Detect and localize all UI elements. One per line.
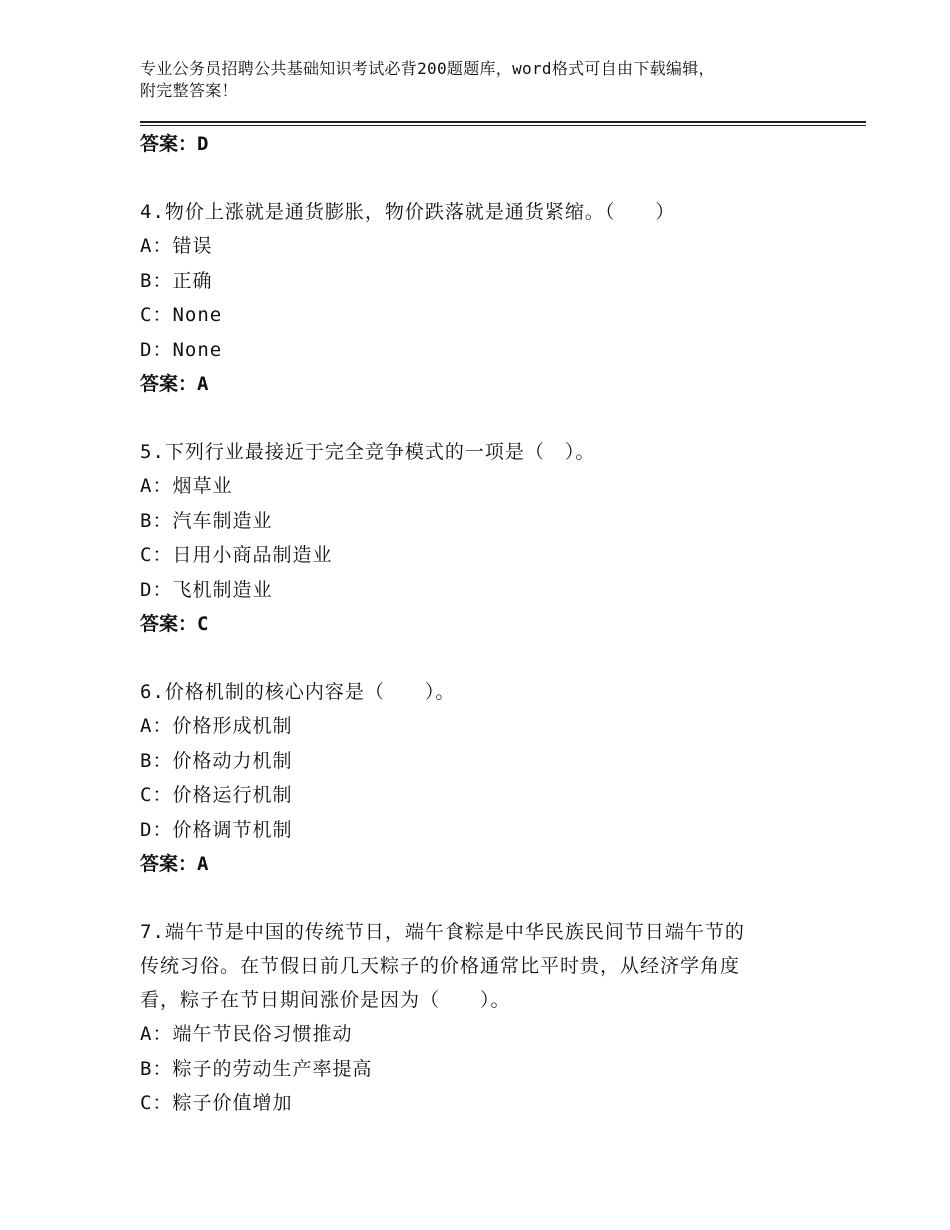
answer-label: 答案：C: [140, 613, 209, 635]
option-d: D：飞机制造业: [140, 578, 273, 601]
option-a: A：错误: [140, 235, 213, 257]
question-item: [140, 195, 840, 401]
option-b: B：汽车制造业: [140, 509, 273, 532]
question-text: 4.物价上涨就是通货膨胀，物价跌落就是通货紧缩。（ ）: [140, 201, 676, 223]
question-item: [140, 435, 840, 641]
question-content: [140, 127, 840, 1121]
option-b: B：价格动力机制: [140, 749, 293, 772]
option-a: A：价格形成机制: [140, 715, 293, 737]
question-item: [140, 675, 840, 881]
option-d: D：价格调节机制: [140, 818, 293, 841]
header-rule-thin: [140, 125, 866, 126]
option-d: D：None: [140, 338, 223, 361]
option-a: A：烟草业: [140, 475, 233, 497]
question-item: [140, 915, 840, 1121]
header-rule-thick: [140, 121, 866, 123]
option-b: B：正确: [140, 269, 213, 292]
option-c: C：日用小商品制造业: [140, 544, 333, 566]
question-text: 5.下列行业最接近于完全竞争模式的一项是（ ）。: [140, 441, 596, 463]
question-text-line-1: 7.端午节是中国的传统节日，端午食粽是中华民族民间节日端午节的: [140, 921, 745, 943]
header-line-2: 附完整答案！: [140, 81, 238, 100]
answer-label: 答案：D: [140, 133, 209, 155]
option-c: C：粽子价值增加: [140, 1092, 293, 1114]
question-text: 6.价格机制的核心内容是（ ）。: [140, 681, 456, 703]
option-c: C：价格运行机制: [140, 784, 293, 806]
option-b: B：粽子的劳动生产率提高: [140, 1057, 373, 1080]
answer-label: 答案：A: [140, 373, 209, 395]
option-a: A：端午节民俗习惯推动: [140, 1023, 353, 1045]
header-line-1: 专业公务员招聘公共基础知识考试必背200题题库，word格式可自由下载编辑，: [140, 59, 715, 78]
option-c: C：None: [140, 304, 223, 326]
question-text-line-3: 看，粽子在节日期间涨价是因为（ ）。: [140, 989, 511, 1011]
question-text-line-2: 传统习俗。在节假日前几天粽子的价格通常比平时贵，从经济学角度: [140, 955, 741, 977]
answer-label: 答案：A: [140, 853, 209, 875]
document-header: [140, 58, 840, 102]
